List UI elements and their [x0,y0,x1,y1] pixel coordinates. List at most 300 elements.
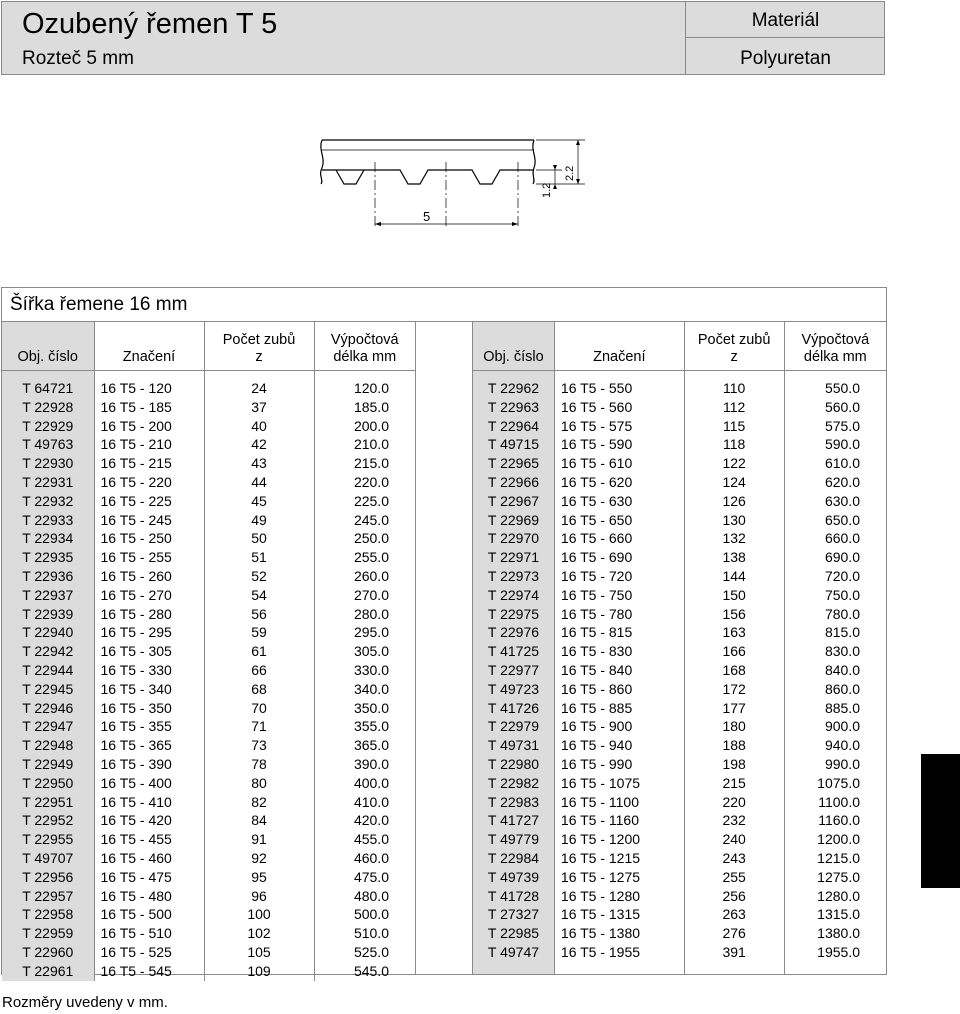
tooth-count-cell: 54 [204,586,314,605]
pitch-length-cell: 1280.0 [784,887,886,906]
table-row [473,793,887,812]
pitch-length-cell: 340.0 [314,680,415,699]
designation-cell: 16 T5 - 500 [94,905,204,924]
pitch-length-cell: 990.0 [784,755,886,774]
order-number-cell: T 22935 [2,548,94,567]
tooth-count-cell: 144 [684,567,784,586]
pitch-length-cell: 400.0 [314,774,415,793]
tooth-count-cell: 37 [204,398,314,417]
table-row [473,454,887,473]
col-header-z-line2: z [255,349,263,365]
order-number-cell: T 22958 [2,905,94,924]
designation-cell: 16 T5 - 650 [554,511,684,530]
order-number-cell: T 22950 [2,774,94,793]
pitch-length-cell: 840.0 [784,661,886,680]
table-row [2,623,415,642]
tooth-count-cell: 42 [204,435,314,454]
pitch-length-cell: 250.0 [314,529,415,548]
col-header-z [204,322,314,371]
order-number-cell: T 22952 [2,811,94,830]
table-row [473,473,887,492]
pitch-length-cell: 270.0 [314,586,415,605]
left-table-body [2,371,415,981]
tooth-height-dimension-label: 1.2 [541,182,553,198]
pitch-length-cell: 780.0 [784,605,886,624]
table-spacer-row [473,371,887,380]
spacer-cell [684,371,784,380]
tooth-count-cell: 126 [684,492,784,511]
table-row [473,417,887,436]
order-number-cell: T 22946 [2,699,94,718]
tooth-count-cell: 45 [204,492,314,511]
col-header-dl-line1: Výpočtová [801,332,870,348]
order-number-cell: T 22931 [2,473,94,492]
order-number-cell: T 22966 [473,473,555,492]
tooth-count-cell: 109 [204,962,314,981]
designation-cell: 16 T5 - 295 [94,623,204,642]
order-number-cell: T 22971 [473,548,555,567]
tooth-count-cell: 66 [204,661,314,680]
tooth-count-cell: 51 [204,548,314,567]
order-number-cell: T 49747 [473,943,555,962]
pitch-length-cell: 815.0 [784,623,886,642]
right-table [472,322,886,974]
designation-cell: 16 T5 - 210 [94,435,204,454]
pitch-length-cell: 280.0 [314,605,415,624]
order-number-cell: T 22980 [473,755,555,774]
tooth-count-cell: 177 [684,699,784,718]
order-number-cell: T 22973 [473,567,555,586]
order-number-cell: T 22964 [473,417,555,436]
filler-cell [684,962,784,974]
designation-cell: 16 T5 - 365 [94,736,204,755]
order-number-cell: T 22929 [2,417,94,436]
tooth-count-cell: 71 [204,717,314,736]
pitch-length-cell: 500.0 [314,905,415,924]
order-number-cell: T 22963 [473,398,555,417]
order-number-cell: T 22932 [2,492,94,511]
table-row [473,586,887,605]
tooth-count-cell: 102 [204,924,314,943]
table-row [2,492,415,511]
designation-cell: 16 T5 - 840 [554,661,684,680]
tooth-count-cell: 115 [684,417,784,436]
pitch-length-cell: 720.0 [784,567,886,586]
tooth-count-cell: 122 [684,454,784,473]
table-gap-divider [415,322,416,974]
designation-cell: 16 T5 - 455 [94,830,204,849]
belt-length-tables [1,287,887,979]
order-number-cell: T 22970 [473,529,555,548]
table-row [473,492,887,511]
order-number-cell: T 22939 [2,605,94,624]
designation-cell: 16 T5 - 750 [554,586,684,605]
designation-cell: 16 T5 - 1315 [554,905,684,924]
order-number-cell: T 49779 [473,830,555,849]
tooth-count-cell: 124 [684,473,784,492]
designation-cell: 16 T5 - 1280 [554,887,684,906]
tooth-count-cell: 156 [684,605,784,624]
table-row [2,529,415,548]
table-row [2,905,415,924]
pitch-length-cell: 900.0 [784,717,886,736]
table-row [473,567,887,586]
tooth-count-cell: 92 [204,849,314,868]
page-subtitle: Rozteč 5 mm [22,48,134,69]
tooth-count-cell: 105 [204,943,314,962]
pitch-length-cell: 215.0 [314,454,415,473]
order-number-cell: T 22985 [473,924,555,943]
pitch-length-cell: 1315.0 [784,905,886,924]
table-spacer-row [2,371,415,380]
table-row [2,473,415,492]
table-row [473,755,887,774]
pitch-length-cell: 260.0 [314,567,415,586]
designation-cell: 16 T5 - 620 [554,473,684,492]
belt-profile-drawing [300,120,600,240]
col-header-zn: Značení [554,322,684,371]
pitch-length-cell: 420.0 [314,811,415,830]
filler-cell [784,962,886,974]
table-row [2,717,415,736]
tooth-count-cell: 256 [684,887,784,906]
table-row [473,605,887,624]
tooth-count-cell: 172 [684,680,784,699]
tooth-count-cell: 78 [204,755,314,774]
pitch-length-cell: 295.0 [314,623,415,642]
designation-cell: 16 T5 - 250 [94,529,204,548]
order-number-cell: T 22936 [2,567,94,586]
tooth-count-cell: 150 [684,586,784,605]
designation-cell: 16 T5 - 690 [554,548,684,567]
table-row [2,943,415,962]
designation-cell: 16 T5 - 885 [554,699,684,718]
tooth-count-cell: 95 [204,868,314,887]
pitch-length-cell: 1380.0 [784,924,886,943]
table-row [473,435,887,454]
pitch-length-cell: 185.0 [314,398,415,417]
tooth-count-cell: 44 [204,473,314,492]
designation-cell: 16 T5 - 610 [554,454,684,473]
order-number-cell: T 22977 [473,661,555,680]
pitch-length-cell: 1200.0 [784,830,886,849]
designation-cell: 16 T5 - 815 [554,623,684,642]
pitch-length-cell: 220.0 [314,473,415,492]
designation-cell: 16 T5 - 720 [554,567,684,586]
tooth-count-cell: 50 [204,529,314,548]
designation-cell: 16 T5 - 990 [554,755,684,774]
pitch-length-cell: 1075.0 [784,774,886,793]
designation-cell: 16 T5 - 460 [94,849,204,868]
tooth-count-cell: 138 [684,548,784,567]
table-row [2,755,415,774]
designation-cell: 16 T5 - 1955 [554,943,684,962]
pitch-length-cell: 660.0 [784,529,886,548]
order-number-cell: T 41726 [473,699,555,718]
table-row [473,717,887,736]
order-number-cell: T 22949 [2,755,94,774]
order-number-cell: T 22969 [473,511,555,530]
table-row [2,793,415,812]
pitch-length-cell: 305.0 [314,642,415,661]
table-row [473,905,887,924]
order-number-cell: T 22940 [2,623,94,642]
tooth-count-cell: 220 [684,793,784,812]
designation-cell: 16 T5 - 510 [94,924,204,943]
pitch-length-cell: 860.0 [784,680,886,699]
table-row [2,605,415,624]
pitch-length-cell: 650.0 [784,511,886,530]
order-number-cell: T 22951 [2,793,94,812]
table-row [2,642,415,661]
col-header-dl [314,322,415,371]
table-row [2,398,415,417]
pitch-length-cell: 475.0 [314,868,415,887]
tooth-count-cell: 49 [204,511,314,530]
right-table-body [473,371,887,975]
tooth-count-cell: 96 [204,887,314,906]
table-row [473,529,887,548]
order-number-cell: T 49707 [2,849,94,868]
table-row [2,548,415,567]
designation-cell: 16 T5 - 550 [554,379,684,398]
pitch-dimension-label: 5 [423,209,431,224]
table-row [2,567,415,586]
tooth-count-cell: 80 [204,774,314,793]
order-number-cell: T 22955 [2,830,94,849]
col-header-dl-line2: délka mm [333,349,397,365]
table-row [2,586,415,605]
designation-cell: 16 T5 - 545 [94,962,204,981]
designation-cell: 16 T5 - 860 [554,680,684,699]
tooth-count-cell: 100 [204,905,314,924]
pitch-length-cell: 365.0 [314,736,415,755]
table-row [2,887,415,906]
tooth-count-cell: 263 [684,905,784,924]
designation-cell: 16 T5 - 900 [554,717,684,736]
pitch-length-cell: 560.0 [784,398,886,417]
designation-cell: 16 T5 - 1075 [554,774,684,793]
table-row [473,548,887,567]
table-row [473,811,887,830]
table-row [2,661,415,680]
tooth-count-cell: 112 [684,398,784,417]
pitch-length-cell: 940.0 [784,736,886,755]
order-number-cell: T 22965 [473,454,555,473]
tooth-count-cell: 68 [204,680,314,699]
designation-cell: 16 T5 - 120 [94,379,204,398]
designation-cell: 16 T5 - 630 [554,492,684,511]
pitch-length-cell: 1160.0 [784,811,886,830]
table-row [2,774,415,793]
table-row [473,774,887,793]
designation-cell: 16 T5 - 215 [94,454,204,473]
col-header-z-line1: Počet zubů [222,332,296,348]
order-number-cell: T 41725 [473,642,555,661]
pitch-length-cell: 1955.0 [784,943,886,962]
table-row [2,962,415,981]
pitch-length-cell: 525.0 [314,943,415,962]
order-number-cell: T 22947 [2,717,94,736]
pitch-length-cell: 575.0 [784,417,886,436]
table-row [473,943,887,962]
pitch-length-cell: 225.0 [314,492,415,511]
tooth-count-cell: 168 [684,661,784,680]
spacer-cell [784,371,886,380]
order-number-cell: T 22934 [2,529,94,548]
tooth-count-cell: 82 [204,793,314,812]
table-row [2,699,415,718]
table-row [2,379,415,398]
order-number-cell: T 49723 [473,680,555,699]
order-number-cell: T 22957 [2,887,94,906]
designation-cell: 16 T5 - 280 [94,605,204,624]
pitch-length-cell: 1215.0 [784,849,886,868]
spacer-cell [473,371,555,380]
tooth-count-cell: 61 [204,642,314,661]
order-number-cell: T 22982 [473,774,555,793]
order-number-cell: T 41727 [473,811,555,830]
pitch-length-cell: 630.0 [784,492,886,511]
col-header-obj: Obj. číslo [2,322,94,371]
table-row [473,868,887,887]
table-row [2,849,415,868]
pitch-length-cell: 590.0 [784,435,886,454]
order-number-cell: T 49715 [473,435,555,454]
designation-cell: 16 T5 - 480 [94,887,204,906]
pitch-length-cell: 455.0 [314,830,415,849]
page-title: Ozubený řemen T 5 [22,8,278,40]
table-row [2,435,415,454]
table-row [2,454,415,473]
order-number-cell: T 22942 [2,642,94,661]
order-number-cell: T 22962 [473,379,555,398]
tooth-count-cell: 84 [204,811,314,830]
designation-cell: 16 T5 - 575 [554,417,684,436]
order-number-cell: T 22979 [473,717,555,736]
order-number-cell: T 22975 [473,605,555,624]
table-row [2,736,415,755]
designation-cell: 16 T5 - 355 [94,717,204,736]
table-row [473,379,887,398]
tooth-count-cell: 43 [204,454,314,473]
filler-cell [554,962,684,974]
footnote: Rozměry uvedeny v mm. [2,994,168,1011]
pitch-length-cell: 200.0 [314,417,415,436]
order-number-cell: T 22967 [473,492,555,511]
material-label: Materiál [751,10,820,31]
header-panel [1,1,885,75]
tooth-count-cell: 52 [204,567,314,586]
order-number-cell: T 49731 [473,736,555,755]
order-number-cell: T 22933 [2,511,94,530]
pitch-length-cell: 885.0 [784,699,886,718]
tooth-count-cell: 243 [684,849,784,868]
designation-cell: 16 T5 - 400 [94,774,204,793]
designation-cell: 16 T5 - 525 [94,943,204,962]
pitch-length-cell: 830.0 [784,642,886,661]
table-row [473,736,887,755]
col-header-dl-line1: Výpočtová [330,332,399,348]
designation-cell: 16 T5 - 475 [94,868,204,887]
pitch-length-cell: 410.0 [314,793,415,812]
designation-cell: 16 T5 - 410 [94,793,204,812]
designation-cell: 16 T5 - 1160 [554,811,684,830]
designation-cell: 16 T5 - 1200 [554,830,684,849]
designation-cell: 16 T5 - 245 [94,511,204,530]
order-number-cell: T 22974 [473,586,555,605]
tooth-count-cell: 118 [684,435,784,454]
order-number-cell: T 22930 [2,454,94,473]
designation-cell: 16 T5 - 340 [94,680,204,699]
pitch-length-cell: 550.0 [784,379,886,398]
tooth-count-cell: 188 [684,736,784,755]
table-row [2,680,415,699]
tooth-count-cell: 73 [204,736,314,755]
designation-cell: 16 T5 - 350 [94,699,204,718]
table-row [2,417,415,436]
designation-cell: 16 T5 - 200 [94,417,204,436]
tooth-count-cell: 132 [684,529,784,548]
designation-cell: 16 T5 - 1215 [554,849,684,868]
table-row [473,849,887,868]
pitch-length-cell: 120.0 [314,379,415,398]
pitch-length-cell: 210.0 [314,435,415,454]
tooth-count-cell: 391 [684,943,784,962]
pitch-length-cell: 610.0 [784,454,886,473]
table-row [473,830,887,849]
tooth-count-cell: 56 [204,605,314,624]
pitch-length-cell: 350.0 [314,699,415,718]
material-value: Polyuretan [740,48,831,69]
order-number-cell: T 22983 [473,793,555,812]
tooth-count-cell: 24 [204,379,314,398]
table-row [473,887,887,906]
order-number-cell: T 49739 [473,868,555,887]
order-number-cell: T 22945 [2,680,94,699]
col-header-z-line2: z [730,349,738,365]
table-row [473,511,887,530]
table-row [2,811,415,830]
tooth-count-cell: 232 [684,811,784,830]
designation-cell: 16 T5 - 185 [94,398,204,417]
pitch-length-cell: 690.0 [784,548,886,567]
pitch-length-cell: 390.0 [314,755,415,774]
designation-cell: 16 T5 - 225 [94,492,204,511]
pitch-length-cell: 545.0 [314,962,415,981]
designation-cell: 16 T5 - 260 [94,567,204,586]
order-number-cell: T 64721 [2,379,94,398]
designation-cell: 16 T5 - 780 [554,605,684,624]
order-number-cell: T 22937 [2,586,94,605]
tooth-count-cell: 70 [204,699,314,718]
table-row [473,699,887,718]
tooth-count-cell: 198 [684,755,784,774]
order-number-cell: T 22944 [2,661,94,680]
table-row [2,830,415,849]
order-number-cell: T 22928 [2,398,94,417]
table-row [2,924,415,943]
col-header-dl-line2: délka mm [803,349,867,365]
designation-cell: 16 T5 - 1380 [554,924,684,943]
designation-cell: 16 T5 - 590 [554,435,684,454]
pitch-length-cell: 620.0 [784,473,886,492]
pitch-length-cell: 255.0 [314,548,415,567]
pitch-length-cell: 750.0 [784,586,886,605]
tooth-count-cell: 180 [684,717,784,736]
tooth-count-cell: 255 [684,868,784,887]
table-row [2,868,415,887]
